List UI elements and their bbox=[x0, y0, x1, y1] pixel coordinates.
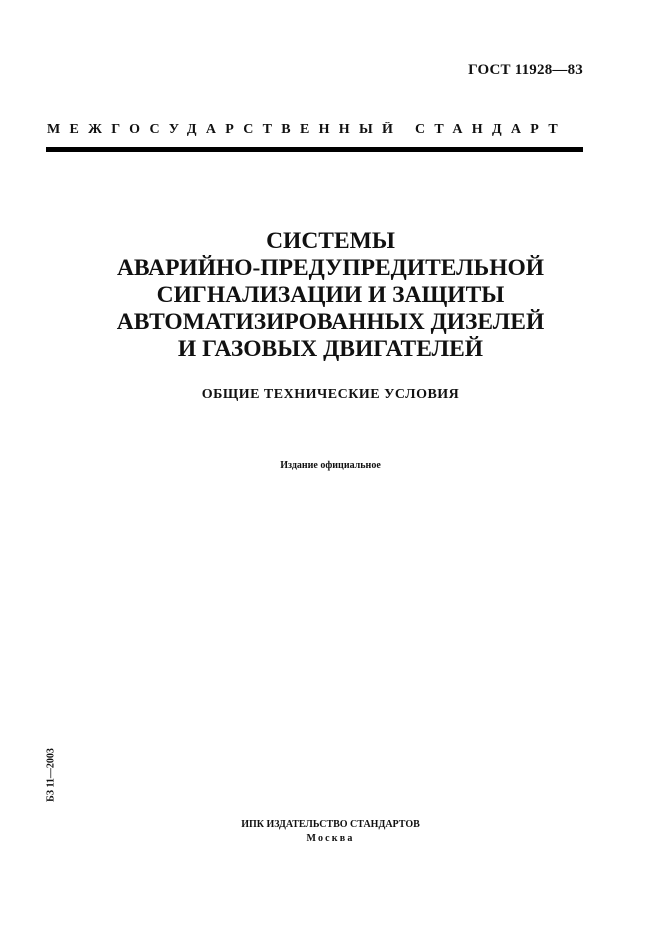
standard-code: ГОСТ 11928—83 bbox=[468, 62, 583, 78]
header-divider bbox=[46, 147, 583, 152]
edition-note: Издание официальное bbox=[280, 460, 381, 471]
publisher-name: ИПК ИЗДАТЕЛЬСТВО СТАНДАРТОВ bbox=[241, 819, 420, 830]
document-subtitle: ОБЩИЕ ТЕХНИЧЕСКИЕ УСЛОВИЯ bbox=[201, 387, 460, 402]
title-line-3: СИГНАЛИЗАЦИИ И ЗАЩИТЫ bbox=[156, 282, 505, 308]
title-line-5: И ГАЗОВЫХ ДВИГАТЕЛЕЙ bbox=[177, 336, 484, 362]
title-line-1: СИСТЕМЫ bbox=[266, 228, 395, 254]
standard-type-heading: МЕЖГОСУДАРСТВЕННЫЙ СТАНДАРТ bbox=[47, 122, 567, 137]
title-line-2: АВАРИЙНО-ПРЕДУПРЕДИТЕЛЬНОЙ bbox=[116, 255, 545, 281]
side-code: БЗ 11—2003 bbox=[45, 748, 57, 802]
title-line-4: АВТОМАТИЗИРОВАННЫХ ДИЗЕЛЕЙ bbox=[116, 309, 545, 335]
document-title bbox=[40, 228, 621, 363]
publisher-city: Москва bbox=[306, 833, 355, 844]
